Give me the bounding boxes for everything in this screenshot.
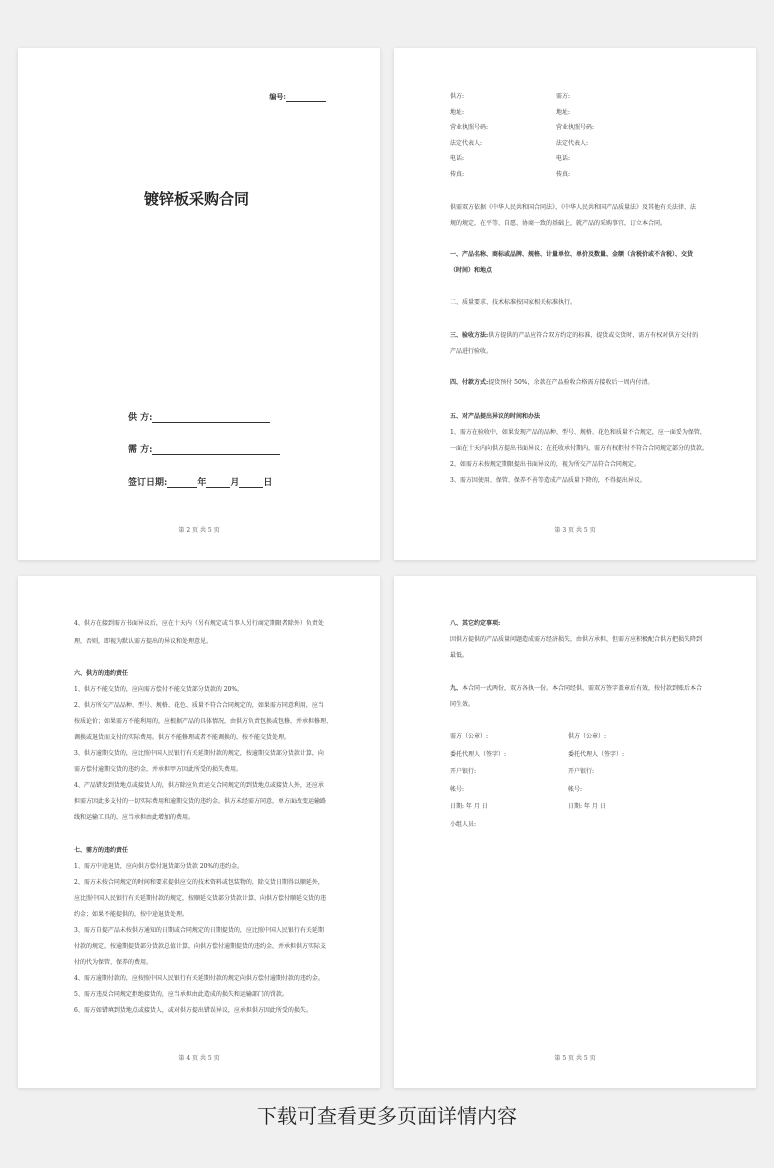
signature-grid: [450, 728, 710, 833]
day-label: 日: [263, 478, 273, 488]
month-label: 月: [230, 478, 240, 488]
contract-number-label: 编号:: [269, 92, 286, 101]
supplier-info-cell: 传真:: [450, 170, 465, 178]
supplier-info-cell: 电话:: [450, 155, 465, 162]
section-text: 二、质量要求、技术标准按国家相关标准执行。: [450, 299, 577, 306]
supplier-info-cell: 法定代表人:: [450, 139, 483, 147]
sign-date-label: 签订日期:: [128, 478, 168, 488]
buyer-signature-cell: 开户银行:: [450, 768, 477, 775]
supplier-blank: [152, 413, 270, 423]
supplier-signature-cell: [568, 816, 686, 834]
text-line: 2、供方所交产品品种、型号、规格、花色、质量不符合合同规定的，如果需方同意利用，应当: [74, 702, 324, 709]
text-line: 一面在十天内向供方提出书面异议；在托收承付期内，需方有权拒付不符合合同规定部分的货款。: [450, 445, 709, 452]
text-line: 应比照中国人民银行有关延期付款的规定，按顺延交货部分货款计算，向供方偿付顺延交货的违: [74, 895, 327, 902]
section-heading: 一、产品名称、商标或品牌、规格、计量单位、单价及数量、金额（含税价或不含税）、交货: [450, 251, 694, 258]
text-line: 约金；如果不能提供的，按中途退货处理。: [74, 911, 189, 918]
buyer-info-cell: 需方:: [556, 93, 571, 100]
intro-paragraph: [450, 202, 720, 229]
buyer-info-cell: 地址:: [556, 108, 571, 116]
day-blank: [239, 478, 263, 488]
text-line: 需方偿付逾期交货的违约金，并承担甲方因此所受的损失费用。: [74, 766, 243, 773]
party-info-grid: [450, 89, 720, 182]
year-blank: [167, 478, 197, 488]
text-line: 2、需方未按合同规定的时间和要求提供应交的技术资料或包装物的，除交货日期得以顺延外，: [74, 879, 324, 886]
section-9: [450, 683, 720, 710]
section-heading: （时间）和地点: [450, 267, 493, 274]
buyer-label: 需 方:: [128, 445, 153, 455]
buyer-signature-cell: 委托代理人（签字）:: [450, 750, 507, 758]
section-text: 提货预付 50%，余款在产品验收合格需方接收后一周内付清。: [488, 379, 654, 386]
section-heading: 八、其它约定事项:: [450, 620, 501, 627]
text-line: 1、供方不能交货的，应向需方偿付不能交货部分货款的 20%。: [74, 686, 244, 693]
text-line: 最低。: [450, 652, 469, 659]
text-line: 3、需方因使用、保管、保养不善等造成产品质量下降的，不得提出异议。: [450, 477, 646, 484]
text-line: 担需方因此多支付的一切实际费用和逾期交货的违约金。供方未经需方同意，单方面改变运输路: [74, 798, 327, 805]
buyer-info-cell: 法定代表人:: [556, 139, 589, 147]
signature-row: [450, 746, 710, 764]
section-text: 本合同一式两份，双方各执一份。本合同经供、需双方签字盖章后有效，按付款到账后本合: [462, 685, 703, 692]
supplier-signature-cell: 帐号:: [568, 785, 583, 793]
section-1: [450, 249, 720, 276]
text-line: 调换或退货而支付的实际费用。供方不能修理或者不能调换的，按不能交货处理。: [74, 734, 291, 741]
section-7: [74, 845, 344, 1016]
page-number: 第 4 页 共 5 页: [178, 1055, 220, 1062]
party-info-row: [450, 105, 720, 121]
section-5: [450, 411, 720, 486]
supplier-signature-cell: 日期: 年 月 日: [568, 803, 606, 810]
section-4: [450, 377, 720, 388]
section-heading: 六、供方的违约责任: [74, 670, 129, 677]
text-line: 3、需方自提产品未按供方通知的日期或合同规定的日期提货的，应比照中国人民银行有关延期: [74, 927, 324, 934]
page-number: 第 2 页 共 5 页: [178, 527, 220, 534]
contract-number-field: [269, 92, 326, 102]
text-line: 按质论价；如果需方不能利用的，应根据产品的具体情况，由供方负责包换或包修，并承担修理、: [74, 718, 333, 725]
section-heading: 四、付款方式:: [450, 379, 489, 386]
supplier-field: [128, 410, 270, 423]
download-more-banner[interactable]: 下载可查看更多页面详情内容: [257, 1104, 517, 1128]
text-line: 6、需方如错填到货地点或接货人，或对供方提出错误异议，应承担供方因此所受的损失。: [74, 1007, 312, 1014]
text-line: 2、如需方未按规定期限提出书面异议的，视为所交产品符合合同规定。: [450, 461, 640, 468]
party-info-row: [450, 167, 720, 183]
buyer-info-cell: 传真:: [556, 170, 571, 178]
buyer-field: [128, 442, 280, 455]
text-line: 4、供方在接到需方书面异议后，应在十天内（另有规定或当事人另行商定期限者除外）负责处: [74, 620, 324, 627]
section-2: [450, 297, 720, 308]
sign-date-field: [128, 475, 272, 488]
text-line: 线和运输工具的，应当承担由此增加的费用。: [74, 814, 195, 821]
section-text: 供方提供的产品应符合双方约定的标准，提货或交货时，需方有权对供方交付的: [488, 332, 699, 339]
section-6: [74, 668, 344, 823]
text-line: 付的代为保管、保养的费用。: [74, 959, 153, 966]
text-line: 规的规定，在平等、自愿、协商一致的基础上，就产品的采购事宜，订立本合同。: [450, 220, 667, 227]
buyer-signature-cell: 小组人员:: [450, 820, 477, 828]
section-3: [450, 330, 720, 357]
section-heading: 五、对产品提出异议的时间和办法: [450, 413, 541, 420]
supplier-signature-cell: 开户银行:: [568, 768, 595, 775]
section-5-item-4: [74, 618, 344, 647]
supplier-signature-cell: 委托代理人（签字）:: [568, 750, 625, 758]
signature-row: [450, 763, 710, 781]
buyer-info-cell: 营业执照号码:: [556, 124, 595, 131]
buyer-signature-cell: 帐号:: [450, 785, 465, 793]
document-page-terms-1: [394, 48, 756, 560]
month-blank: [206, 478, 230, 488]
text-line: 1、需方在验收中，如果发现产品的品种、型号、规格、花色和质量不合规定，应一面妥为保管，: [450, 429, 706, 436]
supplier-info-cell: 供方:: [450, 93, 465, 100]
page-number: 第 3 页 共 5 页: [554, 527, 596, 534]
section-text: 产品进行验收。: [450, 348, 493, 355]
signature-row: [450, 798, 710, 816]
text-line: 3、供方逾期交货的，应比照中国人民银行有关延期付款的规定，按逾期交货部分货款计算，向: [74, 750, 324, 757]
document-page-signatures: [394, 576, 756, 1088]
text-line: 理，否则，即视为默认需方提出的异议和处理意见。: [74, 638, 213, 645]
party-info-row: [450, 89, 720, 105]
page-title: 镀锌板采购合同: [144, 190, 250, 208]
party-info-row: [450, 151, 720, 167]
section-heading: 七、需方的违约责任: [74, 847, 129, 854]
text-line: 供需双方依据《中华人民共和国合同法》、《中华人民共和国产品质量法》及其他有关法律、法: [450, 204, 697, 211]
supplier-info-cell: 地址:: [450, 108, 465, 116]
signature-row: [450, 781, 710, 799]
text-line: 付款的规定，按逾期提货部分货款总值计算，向供方偿付逾期提货的违约金，并承担供方实际支: [74, 943, 327, 950]
document-page-cover: [18, 48, 380, 560]
signature-row: [450, 816, 710, 834]
text-line: 因供方提供的产品质量问题造成需方经济损失，由供方承担，但需方应积极配合供方把损失降到: [450, 636, 703, 643]
text-line: 同生效。: [450, 701, 475, 708]
buyer-signature-cell: 需方（公章）:: [450, 733, 489, 740]
text-line: 5、需方违反合同规定拒绝接货的，应当承担由此造成的损失和运输部门的罚款。: [74, 991, 288, 998]
buyer-signature-cell: 日期: 年 月 日: [450, 803, 488, 810]
supplier-label: 供 方:: [128, 413, 153, 423]
section-heading: 三、验收方法:: [450, 332, 489, 339]
text-line: 4、需方逾期付款的，应按照中国人民银行有关延期付款的规定向供方偿付逾期付款的违约金。: [74, 975, 324, 982]
text-line: 1、需方中途退货，应向供方偿付退货部分货款 20%的违约金。: [74, 863, 244, 870]
supplier-signature-cell: 供方（公章）:: [568, 733, 607, 740]
contract-number-blank: [286, 94, 326, 102]
buyer-info-cell: 电话:: [556, 155, 571, 162]
section-8: [450, 618, 720, 661]
party-info-row: [450, 136, 720, 152]
supplier-info-cell: 营业执照号码:: [450, 124, 489, 131]
page-number: 第 5 页 共 5 页: [554, 1055, 596, 1062]
year-label: 年: [197, 478, 207, 488]
section-heading: 九、: [450, 685, 463, 692]
text-line: 4、产品错发到货地点或接货人的，供方除应负责运交合同规定的到货地点或接货人外，还应承: [74, 782, 324, 789]
buyer-blank: [152, 445, 280, 455]
signature-row: [450, 728, 710, 746]
document-page-terms-2: [18, 576, 380, 1088]
party-info-row: [450, 120, 720, 136]
